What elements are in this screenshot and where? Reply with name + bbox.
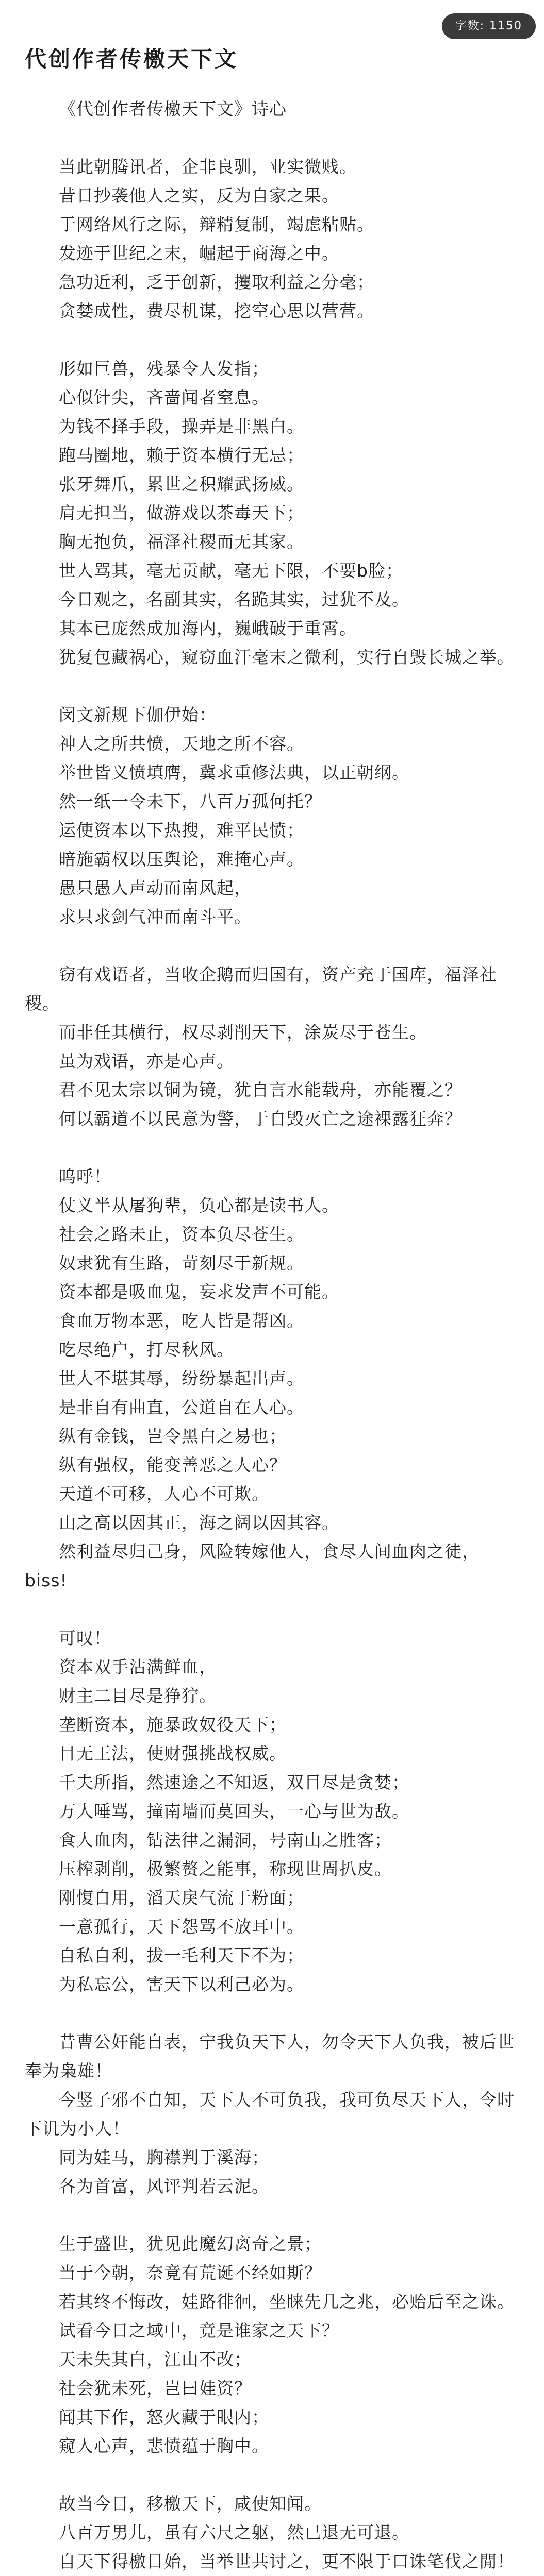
poem-line: 张牙舞爪，累世之积耀武扬威。 [59, 474, 304, 494]
poem-line: 窥人心声，悲愤蕴于胸中。 [59, 2436, 269, 2456]
poem-line: 暗施霸权以压舆论，难掩心声。 [59, 849, 304, 869]
poem-line: 昔曹公奸能自表，宁我负天下人，勿令天下人负我，被后世奉为枭雄！ [25, 2032, 515, 2081]
poem-line: 发迹于世纪之末，崛起于商海之中。 [59, 243, 339, 263]
poem-stanza [25, 1162, 521, 1595]
poem-line: 可叹！ [59, 1628, 111, 1648]
poem-line: 肩无担当，做游戏以茶毒天下； [59, 503, 304, 523]
poem-line: 为私忘公，害天下以利己必为。 [59, 1974, 304, 1994]
poem-line: 纵有金钱，岂令黑白之易也； [59, 1426, 287, 1446]
poem-line: 仗义半从屠狗辈，负心都是读书人。 [59, 1195, 339, 1215]
poem-line: 形如巨兽，残暴令人发指； [59, 359, 269, 379]
poem-line: 千夫所指，然速途之不知返，双目尽是贪婪； [59, 1772, 409, 1792]
poem-line: 自天下得檄日始，当举世共讨之，更不限于口诛笔伐之閒！ [59, 2551, 515, 2571]
poem-line: 食人血肉，钻法律之漏洞，号南山之胜客； [59, 1830, 392, 1850]
poem-line: 山之高以因其正，海之阔以因其容。 [59, 1513, 339, 1533]
poem-line: 纵有强权，能变善恶之人心？ [59, 1455, 287, 1475]
poem-line: 何以霸道不以民意为警，于自毁灭亡之途裸露狂奔？ [59, 1109, 462, 1129]
document-body [25, 95, 521, 2576]
poem-line: 君不见太宗以铜为镜，犹自言水能载舟，亦能覆之？ [59, 1080, 462, 1100]
poem-line: 奴隶犹有生路，苛刻尽于新规。 [59, 1253, 304, 1273]
poem-line: 举世皆义愤填膺，冀求重修法典，以正朝纲。 [59, 762, 409, 783]
word-count-badge: 字数: 1150 [442, 13, 536, 39]
poem-line: 是非自有曲直，公道自在人心。 [59, 1397, 304, 1417]
poem-line: 八百万男儿，虽有六尺之躯，然已退无可退。 [59, 2522, 409, 2543]
poem-stanza [25, 2230, 521, 2461]
poem-line: 为钱不择手段，操弄是非黑白。 [59, 416, 304, 436]
poem-line: 刚愎自用，滔天戾气流于粉面； [59, 1888, 304, 1908]
poem-line: 资本双手沾满鲜血， [59, 1657, 217, 1677]
poem-line: 虽为戏语，亦是心声。 [59, 1051, 234, 1071]
poem-line: 天道不可移，人心不可欺。 [59, 1484, 269, 1504]
poem-line: 若其终不悔改，娃路徘徊，坐睐先几之兆，必贻后至之诛。 [59, 2292, 515, 2312]
poem-line: 资本都是吸血鬼，妄求发声不可能。 [59, 1282, 339, 1302]
poem-line: 财主二目尽是狰狞。 [59, 1686, 217, 1706]
poem-line: 社会犹未死，岂曰娃资？ [59, 2378, 252, 2398]
poem-stanza [25, 701, 521, 931]
poem-line: 故当今日，移檄天下，咸使知闻。 [59, 2494, 322, 2514]
poem-line: 于网络风行之际，辩精复制，竭虑粘贴。 [59, 214, 374, 234]
poem-line: 跑马圈地，赖于资本横行无忌； [59, 445, 304, 465]
poem-line: 同为娃马，胸襟判于溪海； [59, 2147, 269, 2167]
poem-line: 各为首富，风评判若云泥。 [59, 2176, 269, 2196]
poem-line: 垄断资本，施暴政奴役天下； [59, 1715, 287, 1735]
poem-stanza [25, 1624, 521, 1999]
poem-line: 当此朝腾讯者，企非良驯，业实微贱。 [59, 157, 357, 177]
poem-line: 生于盛世，犹见此魔幻离奇之景； [59, 2234, 322, 2254]
poem-line: 呜呼！ [59, 1166, 111, 1187]
poem-line: 试看今日之域中，竟是谁家之天下？ [59, 2320, 339, 2341]
poem-line: 目无王法，使财强挑战权威。 [59, 1743, 287, 1764]
poem-line: 当于今朝，奈竟有荒诞不经如斯？ [59, 2263, 322, 2283]
poem-line: 神人之所共愤，天地之所不容。 [59, 734, 304, 754]
poem-line: 求只求剑气冲而南斗平。 [59, 907, 252, 927]
poem-line: 一意孤行，天下怨骂不放耳中。 [59, 1917, 304, 1937]
poem-sections [25, 152, 521, 2576]
poem-stanza [25, 2489, 521, 2576]
poem-line: 吃尽绝户，打尽秋风。 [59, 1340, 234, 1360]
poem-stanza [25, 152, 521, 326]
poem-line: 今竖子邪不自知，天下人不可负我，我可负尽天下人，令时下讥为小人！ [25, 2090, 515, 2139]
poem-line: 万人唾骂，撞南墙而莫回头，一心与世为敌。 [59, 1801, 409, 1821]
poem-stanza [25, 960, 521, 1133]
poem-line: 压榨剥削，极繁赘之能事，称现世周扒皮。 [59, 1859, 392, 1879]
poem-line: 闵文新规下伽伊始： [59, 705, 217, 725]
poem-line: 社会之路未止，资本负尽苍生。 [59, 1224, 304, 1244]
poem-line: 运使资本以下热搜，难平民愤； [59, 820, 304, 840]
poem-line: 闻其下作，怒火藏于眼内； [59, 2407, 269, 2427]
poem-line: 犹复包藏祸心，窥窃血汗毫末之微利，实行自毁长城之举。 [59, 647, 515, 667]
poem-stanza [25, 2028, 521, 2201]
poem-line: 世人不堪其辱，纷纷暴起出声。 [59, 1368, 304, 1388]
poem-line: 而非任其横行，权尽剥削天下，涂炭尽于苍生。 [59, 1022, 427, 1042]
poem-line: 昔日抄袭他人之实，反为自家之果。 [59, 185, 339, 206]
poem-line: 自私自利，拔一毛利天下不为； [59, 1945, 304, 1965]
poem-line: 然利益尽归己身，风险转嫁他人，食尽人间血肉之徒，biss! [25, 1541, 480, 1590]
poem-line: 今日观之，名副其实，名跪其实，过犹不及。 [59, 589, 409, 609]
poem-line: 窃有戏语者，当收企鹅而归国有，资产充于国库，福泽社稷。 [25, 964, 497, 1013]
poem-line: 然一纸一令未下，八百万孤何托？ [59, 791, 322, 811]
poem-subtitle: 《代创作者传檄天下文》诗心 [59, 99, 287, 119]
poem-line: 天未失其白，江山不改； [59, 2349, 252, 2369]
poem-line: 其本已庞然成加海内，巍峨破于重霄。 [59, 618, 357, 638]
poem-line: 胸无抱负，福泽社稷而无其家。 [59, 532, 304, 552]
poem-line: 心似针尖，吝啬闻者窒息。 [59, 387, 269, 408]
poem-line: 食血万物本恶，吃人皆是帮凶。 [59, 1311, 304, 1331]
poem-line: 贪婪成性，费尽机谋，挖空心思以营营。 [59, 301, 374, 321]
poem-line: 急功近利，乏于创新，攫取利益之分毫； [59, 272, 374, 292]
document-title: 代创作者传檄天下文 [25, 46, 239, 72]
poem-line: 愚只愚人声动而南风起， [59, 878, 252, 898]
poem-line: 世人骂其，毫无贡献，毫无下限，不要b脸； [59, 561, 403, 581]
poem-stanza [25, 354, 521, 672]
